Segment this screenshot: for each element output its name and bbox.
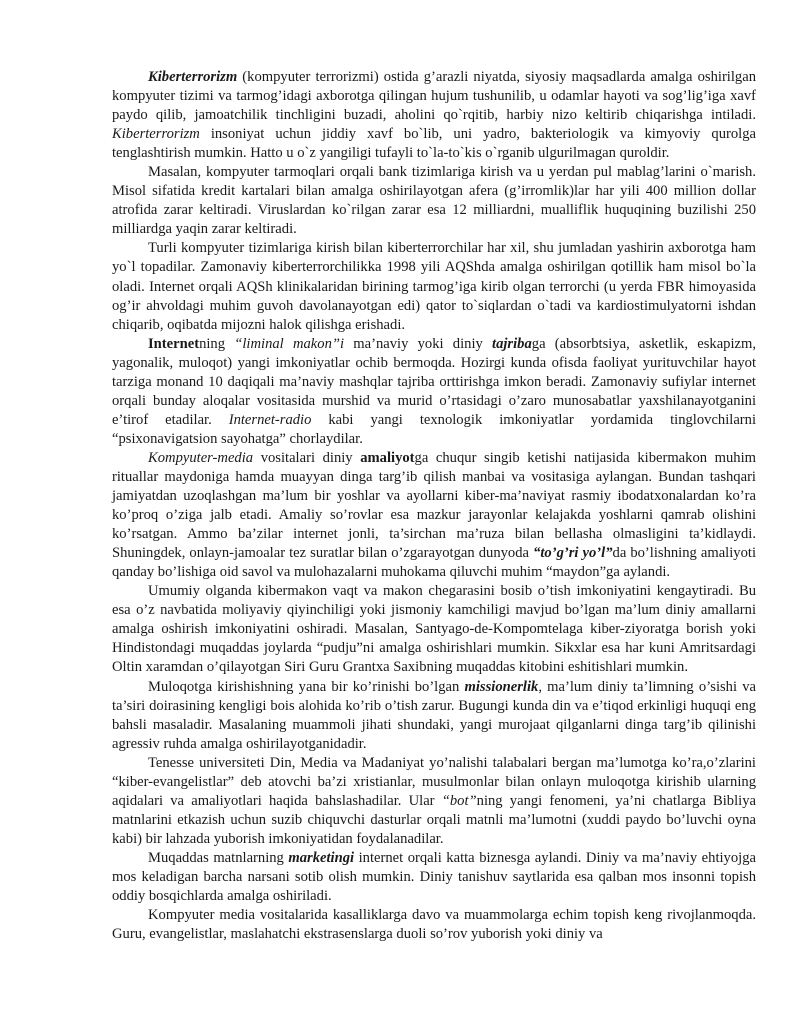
text-span: Muqaddas matnlarning (148, 849, 289, 866)
paragraph-bank-example (112, 163, 756, 239)
term-marketingi: marketingi (288, 849, 355, 866)
term-tajriba: tajriba (492, 335, 532, 352)
text-span: Muloqotga kirishishning yana bir ko’rinishi bo’lgan (148, 678, 465, 695)
paragraph-kibermakon (112, 582, 756, 677)
text-span: , ma’lum diniy ta’limning o’sishi va ta’siri doirasining kengligi bois alohida ko’rib o’tish zarur. Bugungi kunda din va e’tiqod erkinligi huquqi eng bahsli masaladir. Masalaning muammoli jihati shundaki, yangi murojaat qilganlarni dinga targ’ib qilinishi agressiv ruhda amalga oshirilayotganidadir. (112, 678, 756, 752)
term-liminal-makon: “liminal makon”i (234, 335, 345, 352)
term-togri-yol: “to’g’ri yo’l” (533, 545, 613, 562)
paragraph-internet-liminal (112, 335, 756, 449)
term-kompyuter-media: Kompyuter-media (148, 449, 254, 466)
text-span: vositalari diniy (253, 449, 361, 466)
text-span: internet orqali katta biznesga aylandi. Diniy va ma’naviy ehtiyojga mos keladigan barcha narsani sotib olish mumkin. Diniy tanishuv saytlarida esa qalban mos insonni topish oddiy bosqichlarda amalga oshiriladi. (112, 849, 756, 905)
paragraph-marketing (112, 849, 756, 906)
text-span: insoniyat uchun jiddiy xavf bo`lib, uni yadro, bakteriologik va kimyoviy qurolga tenglashtirish mumkin. Hatto u o`z yangiligi tufayli to`la-to`kis o`rganib ulgurilmagan quroldir. (112, 126, 756, 162)
text-span: da bo’lishning amaliyoti qanday bo’lishiga oid savol va mulohazalarni muhokama qiluvchi muhim “maydon”ga aylandi. (112, 545, 756, 581)
paragraph-kompyuter-media-vositalari (112, 906, 756, 944)
paragraph-tenesse (112, 754, 756, 849)
term-kiberterrorizm: Kiberterrorizm (148, 69, 238, 85)
term-internet: Internet (148, 335, 200, 352)
text-span: Tenesse universiteti Din, Media va Madaniyat yo’nalishi talabalari bergan ma’lumotga ko’ra,o’zlarini “kiber-evangelistlar” deb atovchi ba’zi xristianlar, musulmonlar bilan onlayn muloqotga kirishib ularning aqidalari va amaliyotlari haqida bahslashadilar. Ular (112, 754, 756, 809)
term-missionerlik: missionerlik (464, 678, 539, 695)
term-amaliyot: amaliyot (360, 449, 415, 466)
term-kiberterrorizm-italic: Kiberterrorizm (112, 126, 200, 143)
paragraph-missionerlik (112, 678, 756, 754)
paragraph-kiberterrorizm (112, 68, 756, 163)
text-span: Umumiy olganda kibermakon vaqt va makon chegarasini bosib o’tish imkoniyatini kengaytiradi. Bu esa o’z navbatida moliyaviy qiyinchiligi yoki jismoniy kamchiligi mavjud bo’lgan ma’lum diniy amallarni amalga oshirish imkoniyatini oshiradi. Masalan, Santyago-de-Kompomtelaga kiber-ziyoratga borish yoki Hindistondagi muqaddas joylarda “pudju”ni amalga oshirishlari mumkin. Sikxlar esa har kuni Amritsardagi Oltin xaramdan o’qilayotgan Siri Guru Grantxa Saxibning muqaddas kitobini eshitishlari mumkin. (112, 583, 756, 676)
text-span: kabi yangi texnologik imkoniyatlar yordamida tinglovchilarni “psixonavigatsion sayohatga” chorlaydilar. (112, 411, 757, 447)
text-span: (kompyuter terrorizmi) ostida g’arazli niyatda, siyosiy maqsadlarda amalga oshirilgan kompyuter tizimi va tarmog’idagi axborotga qilingan hujum tushunilib, u odamlar hayoti va sog’lig’iga xavf paydo qilib, jamoatchilik tinchligini buzadi, aholini qo`rqitib, harbiy nizo keltirib chiqarishga intiladi. (112, 69, 756, 124)
text-span: ga chuqur singib ketishi natijasida kibermakon muhim rituallar maydoniga hamda muayyan dinga targ’ib qilish manbai va vositasiga aylangan. Bundan tashqari jamiyatdan uzoqlashgan ma’lum bir yoshlar va ayollarni kiber-ma’naviyat rasmiy ibodatxonalardan ko’ra ko’proq o’ziga jalb etadi. Amaliy so’rovlar esa mazkur jarayonlar kelajakda yoshlarni qamrab olishini ko’rsatgan. Ammo ba’zilar internet jonli, ta’sirchan ma’ruza bilan bellasha olmasligini ta’kidlaydi. Shuningdek, onlayn-jamoalar tez suratlar bilan o’zgarayotgan dunyoda (112, 449, 756, 562)
text-span: Kompyuter media vositalarida kasalliklarga davo va muammolarga echim topish keng rivojlanmoqda. Guru, evangelistlar, maslahatchi ekstrasenslarga duoli so’rov yuborish yoki diniy va (112, 907, 756, 943)
text-span: ning (199, 335, 235, 352)
text-span: ma’naviy yoki diniy (344, 335, 493, 352)
text-span: Masalan, kompyuter tarmoqlari orqali bank tizimlariga kirish va u yerdan pul mablag’larini o`marish. Misol sifatida kredit kartalari bilan amalga oshirilayotgan afera (g’irromlik)lar har yili 400 million dollar atrofida zarar keltiradi. Viruslardan ko`rilgan zarar esa 12 milliardni, mualliflik huquqining buzilishi 250 milliardga yaqin zarar keltiradi. (112, 164, 756, 238)
paragraph-kompyuter-media (112, 449, 756, 582)
term-bot: “bot” (441, 792, 477, 809)
term-internet-radio: Internet-radio (228, 411, 312, 428)
paragraph-cyberterrorists (112, 239, 756, 334)
text-span: Turli kompyuter tizimlariga kirish bilan kiberterrorchilar har xil, shu jumladan yashirin axborotga ham yo`l topadilar. Zamonaviy kiberterrorchilikka 1998 yili AQShda amalga oshirilgan qotillik ham misol bo`la oladi. Internet orqali AQSh klinikalaridan birining tarmog’iga kirib olgan terrorchi (u yerda FBR himoyasida og’ir ahvoldagi muhim guvoh davolanayotgan edi) qator to`siqlardan o`tadi va kardiostimulyatorni ishdan chiqarib, oqibatda mijozni halok qilishga erishadi. (112, 240, 756, 333)
text-span: ga (absorbtsiya, asketlik, eskapizm, yagonalik, muloqot) yangi imkoniyatlar ochib bermoqda. Hozirgi kunda ofisda faoliyat yurituvchilar hayot tarziga monand 10 daqiqali ma’naviy mashqlar tajriba orttirishga imkon beradi. Zamonaviy sufiylar internet orqali bunday aloqalar vositasida murshid va murid o’rtasidagi o’zaro munosabatlar yaxshilanayotganini e’tirof etadilar. (112, 335, 757, 428)
text-span: ning yangi fenomeni, ya’ni chatlarga Bibliya matnlarini etkazish uchun suzib chiquvchi dasturlar orqali matnli ma’lumotni (xuddi paydo bo’luvchi oyna kabi) bir lahzada yuborish imkoniyatidan foydalanadilar. (112, 792, 756, 847)
